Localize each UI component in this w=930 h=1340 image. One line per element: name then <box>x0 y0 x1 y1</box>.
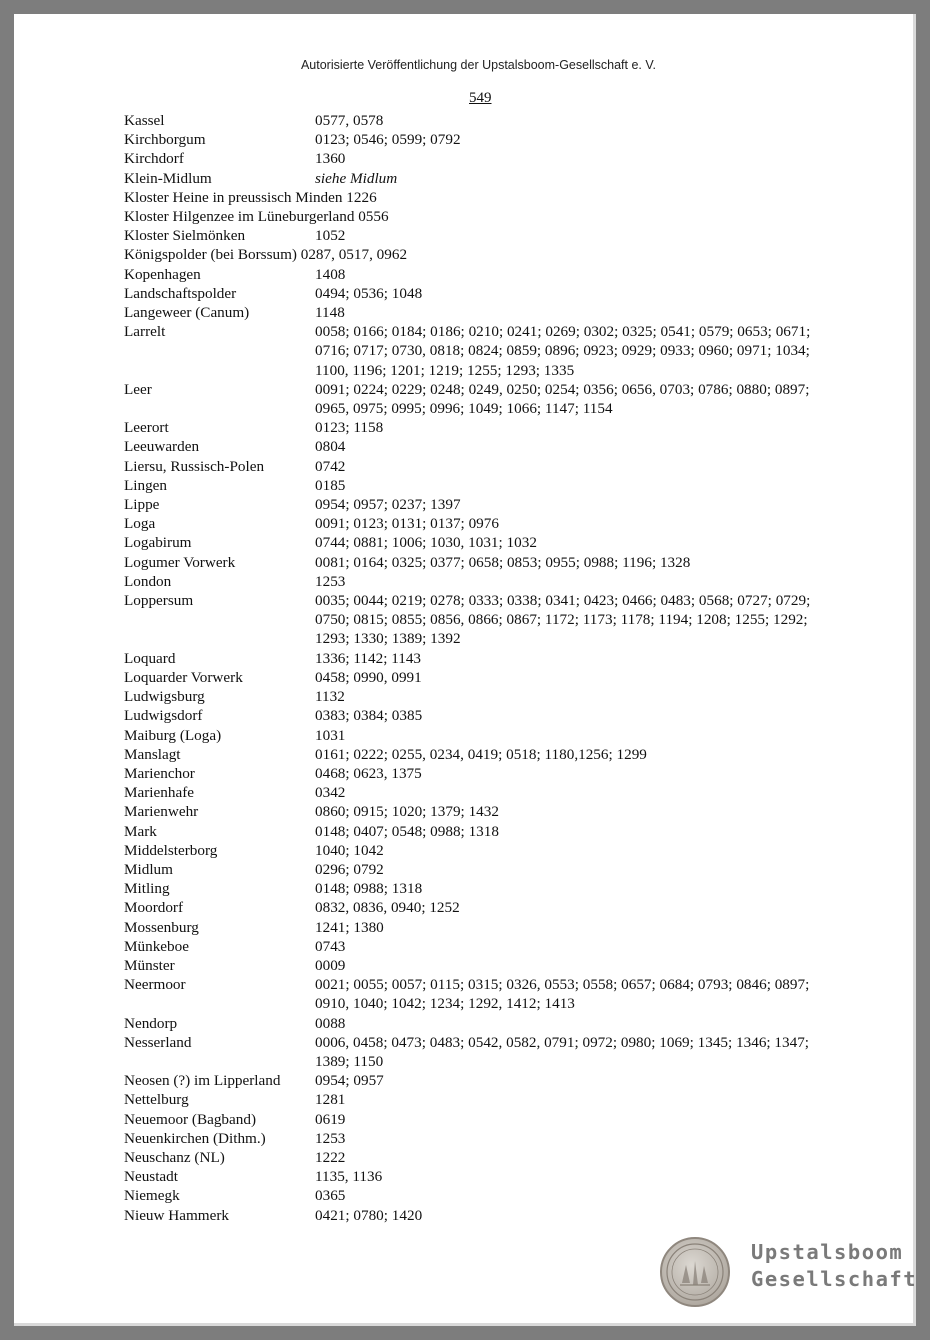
index-entry <box>124 1129 844 1148</box>
index-entry <box>124 245 844 264</box>
place-name: Leeuwarden <box>124 438 200 456</box>
document-numbers: 0860; 0915; 1020; 1379; 1432 <box>315 803 499 821</box>
index-entry <box>124 418 844 437</box>
place-name: Loquarder Vorwerk <box>124 668 243 686</box>
index-entry <box>124 822 844 841</box>
document-numbers: 1281 <box>315 1091 346 1109</box>
document-numbers: 0468; 0623, 1375 <box>315 764 422 782</box>
document-numbers: 1135, 1136 <box>315 1168 383 1186</box>
index-entry <box>124 1110 844 1129</box>
index-entry <box>124 514 844 533</box>
place-name: Neosen (?) im Lipperland <box>124 1072 281 1090</box>
index-entry <box>124 1090 844 1109</box>
place-name: London <box>124 572 172 590</box>
index-entry <box>124 284 844 303</box>
document-numbers: 1336; 1142; 1143 <box>315 649 422 667</box>
document-numbers: 0091; 0224; 0229; 0248; 0249, 0250; 0254; 0356; 0656, 0703; 0786; 0880; 0897; 0965, 0975; 0995; 0996; 1049; 1066; 1147; 1154 <box>315 380 810 418</box>
place-name: Niemegk <box>124 1187 180 1205</box>
document-numbers: 0742 <box>315 457 346 475</box>
document-numbers: 1031 <box>315 726 346 744</box>
index-entry <box>124 802 844 821</box>
index-entry <box>124 188 844 207</box>
place-name: Kopenhagen <box>124 265 201 283</box>
document-numbers: 0006, 0458; 0473; 0483; 0542, 0582, 0791; 0972; 0980; 1069; 1345; 1346; 1347; 1389; 1150 <box>315 1033 810 1070</box>
index-entry <box>124 1186 844 1205</box>
place-name: Marienhafe <box>124 784 194 802</box>
document-numbers: 0365 <box>315 1187 346 1205</box>
index-entry <box>124 111 844 130</box>
place-name: Logumer Vorwerk <box>124 553 236 571</box>
place-name: Nieuw Hammerk <box>124 1206 230 1224</box>
society-logo <box>660 1233 918 1313</box>
document-numbers: 0421; 0780; 1420 <box>315 1206 423 1224</box>
document-numbers: 1040; 1042 <box>315 841 384 859</box>
index-entry <box>124 841 844 860</box>
place-name: Leer <box>124 380 152 398</box>
place-name: Marienchor <box>124 764 195 782</box>
place-name: Neuschanz (NL) <box>124 1148 225 1166</box>
index-entry <box>124 860 844 879</box>
place-index <box>124 111 844 1225</box>
document-numbers: 0954; 0957 <box>315 1072 384 1090</box>
place-name: Leerort <box>124 419 169 437</box>
index-entry <box>124 649 844 668</box>
place-name: Lingen <box>124 476 168 494</box>
document-numbers: 0035; 0044; 0219; 0278; 0333; 0338; 0341; 0423; 0466; 0483; 0568; 0727; 0729; 0750; 0815; 0855; 0856, 0866; 0867; 1172; 1173; 1178; 1194; 1208; 1255; 1292; 1293; 1330; 1389; 1392 <box>315 592 811 648</box>
place-name: Middelsterborg <box>124 841 218 859</box>
document-numbers: 0494; 0536; 1048 <box>315 284 423 302</box>
place-name: Manslagt <box>124 745 181 763</box>
document-numbers: 0804 <box>315 438 346 456</box>
index-entry <box>124 687 844 706</box>
place-name: Lippe <box>124 496 160 514</box>
index-entry <box>124 879 844 898</box>
index-entry <box>124 1148 844 1167</box>
index-entry <box>124 898 844 917</box>
page-header: Autorisierte Veröffentlichung der Upstalsboom-Gesellschaft e. V. <box>300 58 657 72</box>
document-numbers: 0296; 0792 <box>315 860 384 878</box>
place-name: Larrelt <box>124 323 166 341</box>
index-entry <box>124 149 844 168</box>
place-name: Neuemoor (Bagband) <box>124 1110 257 1128</box>
document-numbers: 0088 <box>315 1014 346 1032</box>
place-name: Neustadt <box>124 1168 178 1186</box>
place-name: Mossenburg <box>124 918 199 936</box>
document-numbers: 1222 <box>315 1148 346 1166</box>
document-numbers: 0058; 0166; 0184; 0186; 0210; 0241; 0269; 0302; 0325; 0541; 0579; 0653; 0671; 0716; 0717; 0730, 0818; 0824; 0859; 0896; 0923; 0929; 0933; 0960; 0971; 1034; 1100, 1196; 1201; 1219; 1255; 1293; 1335 <box>315 323 811 379</box>
index-entry <box>124 1206 844 1225</box>
place-name: Nettelburg <box>124 1091 189 1109</box>
index-entry <box>124 591 844 649</box>
logo-line-2: Gesellschaft <box>751 1267 918 1291</box>
index-entry <box>124 1071 844 1090</box>
place-name: Neermoor <box>124 976 186 994</box>
document-numbers: 0342 <box>315 784 346 802</box>
document-numbers: 0123; 0546; 0599; 0792 <box>315 131 461 149</box>
document-numbers: 1253 <box>315 572 346 590</box>
document-numbers: 0383; 0384; 0385 <box>315 707 423 725</box>
place-name: Ludwigsdorf <box>124 707 203 725</box>
document-numbers: 1132 <box>315 688 345 706</box>
document-numbers: 0619 <box>315 1110 346 1128</box>
document-numbers: 0832, 0836, 0940; 1252 <box>315 899 460 917</box>
place-name: Midlum <box>124 860 173 878</box>
place-name: Loquard <box>124 649 176 667</box>
document-numbers: 1360 <box>315 150 346 168</box>
index-entry <box>124 476 844 495</box>
document-numbers: 0161; 0222; 0255, 0234, 0419; 0518; 1180,1256; 1299 <box>315 745 647 763</box>
place-name: Kloster Sielmönken <box>124 227 246 245</box>
document-numbers: 1253 <box>315 1129 346 1147</box>
place-name: Landschaftspolder <box>124 284 237 302</box>
document-numbers: 0954; 0957; 0237; 1397 <box>315 496 461 514</box>
place-name: Kirchdorf <box>124 150 184 168</box>
place-name: Loppersum <box>124 592 194 610</box>
index-entry <box>124 975 844 1013</box>
place-name: Kloster Hilgenzee im Lüneburgerland 0556 <box>124 208 389 226</box>
index-entry <box>124 783 844 802</box>
document-numbers: 1241; 1380 <box>315 918 384 936</box>
place-name: Münkeboe <box>124 937 189 955</box>
place-name: Neuenkirchen (Dithm.) <box>124 1129 266 1147</box>
place-name: Marienwehr <box>124 803 199 821</box>
page-number: 549 <box>469 90 492 106</box>
index-entry <box>124 380 844 418</box>
index-entry <box>124 437 844 456</box>
document-numbers: 0123; 1158 <box>315 419 384 437</box>
index-entry <box>124 668 844 687</box>
index-entry <box>124 553 844 572</box>
index-entry <box>124 918 844 937</box>
index-entry <box>124 726 844 745</box>
document-numbers: 0577, 0578 <box>315 112 384 129</box>
document-numbers: 0081; 0164; 0325; 0377; 0658; 0853; 0955; 0988; 1196; 1328 <box>315 553 691 571</box>
document-page <box>14 14 916 1326</box>
place-name: Münster <box>124 956 175 974</box>
place-name: Langeweer (Canum) <box>124 304 250 322</box>
place-name: Logabirum <box>124 534 192 552</box>
document-numbers: 0458; 0990, 0991 <box>315 668 422 686</box>
index-entry <box>124 956 844 975</box>
document-numbers: 0091; 0123; 0131; 0137; 0976 <box>315 515 499 533</box>
index-entry <box>124 1033 844 1071</box>
index-entry <box>124 130 844 149</box>
place-name: Mark <box>124 822 157 840</box>
place-name: Kassel <box>124 112 165 129</box>
index-entry <box>124 706 844 725</box>
index-entry <box>124 572 844 591</box>
place-name: Kloster Heine in preussisch Minden 1226 <box>124 188 377 206</box>
index-entry <box>124 495 844 514</box>
document-numbers: 0185 <box>315 476 346 494</box>
index-entry <box>124 169 844 188</box>
index-entry <box>124 1167 844 1186</box>
place-name: Mitling <box>124 880 170 898</box>
place-name: Ludwigsburg <box>124 688 205 706</box>
place-name: Nesserland <box>124 1033 192 1051</box>
index-entry <box>124 745 844 764</box>
index-entry <box>124 322 844 380</box>
index-entry <box>124 533 844 552</box>
index-entry <box>124 1014 844 1033</box>
place-name: Maiburg (Loga) <box>124 726 222 744</box>
place-name: Moordorf <box>124 899 184 917</box>
place-name: Nendorp <box>124 1014 178 1032</box>
document-numbers: 0021; 0055; 0057; 0115; 0315; 0326, 0553; 0558; 0657; 0684; 0793; 0846; 0897; 0910, 1040; 1042; 1234; 1292, 1412; 1413 <box>315 976 810 1013</box>
index-entry <box>124 303 844 322</box>
place-name: Klein-Midlum <box>124 169 212 187</box>
document-numbers: 0743 <box>315 937 346 955</box>
place-name: Loga <box>124 515 156 533</box>
index-entry <box>124 457 844 476</box>
seal-icon <box>660 1237 730 1307</box>
index-entry <box>124 265 844 284</box>
document-numbers: 1408 <box>315 265 346 283</box>
document-numbers: 1052 <box>315 227 346 245</box>
document-numbers: 0009 <box>315 956 346 974</box>
index-entry <box>124 937 844 956</box>
place-name: Liersu, Russisch-Polen <box>124 457 265 475</box>
document-numbers: 1148 <box>315 304 345 322</box>
document-numbers: 0148; 0988; 1318 <box>315 880 423 898</box>
place-name: Königspolder (bei Borssum) 0287, 0517, 0962 <box>124 246 408 264</box>
document-numbers: 0148; 0407; 0548; 0988; 1318 <box>315 822 499 840</box>
place-name: Kirchborgum <box>124 131 206 149</box>
document-numbers: 0744; 0881; 1006; 1030, 1031; 1032 <box>315 534 537 552</box>
index-entry <box>124 764 844 783</box>
logo-line-1: Upstalsboom <box>751 1240 904 1264</box>
index-entry <box>124 207 844 226</box>
document-numbers: siehe Midlum <box>315 169 398 187</box>
index-entry <box>124 226 844 245</box>
